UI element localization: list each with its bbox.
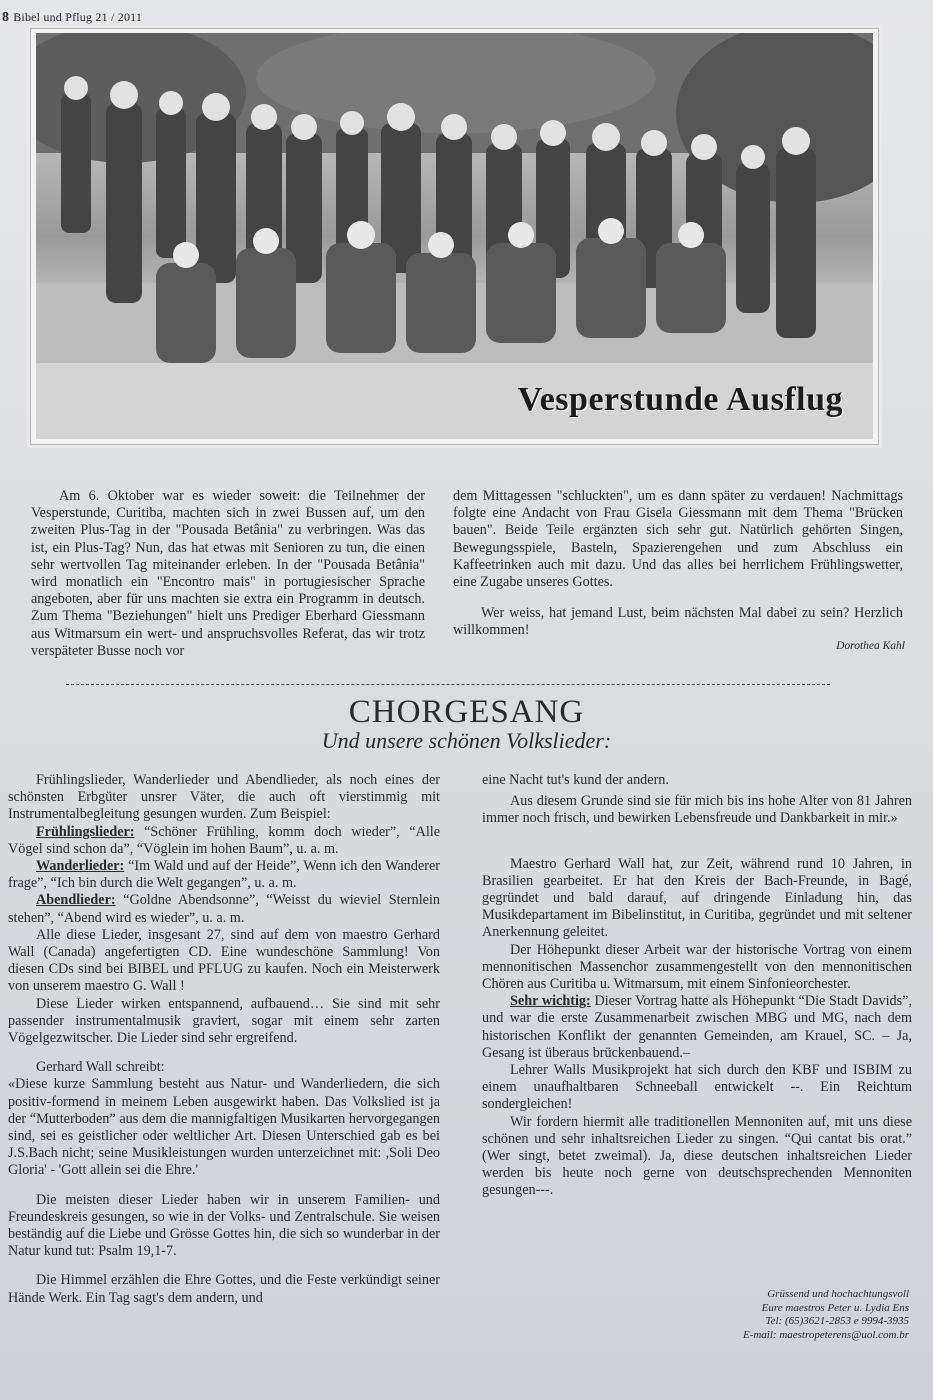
article2-right-p7: Wir fordern hiermit alle traditionellen Mennoniten auf, mit uns diese schönen und sehr inhaltsreichen Lieder zu singen. “Qui cantat bis orat.” (Wer singt, betet zweimal). Ja, diese deutschen inhaltsreichen Lieder werden bis heute noch gerne von deutschsprechenden Mennoniten gesungen---.: [482, 1113, 912, 1199]
group-photo-illustration: [36, 33, 873, 439]
article2-right-p3: Maestro Gerhard Wall hat, zur Zeit, während rund 10 Jahren, in Brasilien gearbeitet. Er hat den Kreis der Bach-Freunde, in Bagé, gegründet und bald darauf, auf dringende Einladung hin, das Musikdepartament im Bibelinstitut, in Curitiba, gegründet und mit seltener Anerkennung geleitet.: [482, 855, 912, 941]
article2-left-p6: Die meisten dieser Lieder haben wir in unserem Familien- und Freundeskreis gesungen, so wie in der Volks- und Zentralschule. Sie weisen beständig auf die Liebe und Grösse Gottes hin, die sich so wunderbar in der Natur kund tut: Psalm 19,1-7.: [8, 1191, 440, 1260]
article1-author: Dorothea Kahl: [836, 640, 905, 652]
article2-right-p6: Lehrer Walls Musikprojekt hat sich durch den KBF und ISBIM zu einem unaufhaltbaren Schneeball entwickelt --. Ein Reichtum sondergleichen!: [482, 1062, 912, 1113]
song-list-spring: [8, 824, 440, 858]
article2-right-p2: Aus diesem Grunde sind sie für mich bis ins hohe Alter von 81 Jahren immer noch frisch, und bewirken Lebensfreude und Dankbarkeit in mir.»: [482, 793, 912, 827]
article2-title: CHORGESANG: [348, 694, 585, 730]
article2-subtitle: Und unsere schönen Volkslieder:: [321, 728, 612, 753]
song-category-evening: Abendlieder:: [36, 892, 116, 909]
article2-left-p4: Gerhard Wall schreibt:: [36, 1059, 165, 1076]
song-list-spring-text: “Schöner Frühling, komm doch wieder”, “Alle Vögel sind schon da”, “Vöglein im hohen Baum”, u. a. m.: [8, 823, 440, 857]
signature-greeting: Grüssend und hochachtungsvoll: [767, 1288, 909, 1300]
article1-right-text-1: dem Mittagessen "schluckten", um es dann später zu verdauen! Nachmittags folgte eine Andacht von Frau Gisela Giessmann mit dem Thema "Brücken bauen". Beide Teile ergänzten sich sehr gut. Natürlich gehörten Singen, Bewegungsspiele, Basteln, Spazierengehen und zum Abschluss ein Kaffeetrinken auch mit dazu. Und das alles bei herrlichem Frühlingswetter, eine Zugabe unseres Gottes.: [453, 488, 903, 591]
page-number: 8: [2, 10, 10, 25]
page-header: [2, 10, 142, 26]
article2-left-p5: «Diese kurze Sammlung besteht aus Natur- und Wanderliedern, die sich positiv-formend in meinem Leben ausgewirkt haben. Das Volkslied ist ja der “Mutterboden” aus dem die mannigfaltigen Musikarten hervorgegangen sind, sei es geistlicher oder weltlicher Art. Diesen Unterschied gab es bei J.S.Bach nicht; seine Musikleistungen wurden unterzeichnet mit: ,Soli Deo Gloria' - 'Gott allein sei die Ehre.': [8, 1076, 440, 1179]
song-list-evening: [8, 892, 440, 926]
article2-left-p1: Frühlingslieder, Wanderlieder und Abendlieder, als noch eines der schönsten Erbgüter unsrer Väter, die auch oft vierstimmig mit Instrumentalbegleitung gesungen wurden. Zum Beispiel:: [8, 772, 440, 823]
important-label: Sehr wichtig:: [510, 993, 591, 1010]
section-divider: [66, 684, 830, 685]
signature-block: [649, 1288, 909, 1342]
article2-left-p3: Diese Lieder wirken entspannend, aufbauend… Sie sind mit sehr passender instrumentalmusik graviert, sogar mit einem sehr zarten Vögelgezwitscher. Die Lieder sind sehr ergreifend.: [8, 995, 440, 1047]
article2-right-p1: eine Nacht tut's kund der andern.: [482, 772, 669, 788]
article2-right-p4: Der Höhepunkt dieser Arbeit war der historische Vortrag von einem mennonitischen Massenchor zusammengestellt von den mennonitischen Chören aus Curitiba u. Witmarsum, mit einem Sinfonieorchester.: [482, 941, 912, 993]
group-photo: [36, 33, 873, 439]
signature-email: E-mail: maestropeterens@uol.com.br: [742, 1328, 909, 1341]
article1-right-column: [453, 488, 903, 640]
article2-left-p2: Alle diese Lieder, insgesant 27, sind auf dem von maestro Gerhard Wall (Canada) angefertigten CD. Eine wundeschöne Sammlung! Von diesen CDs sind bei BIBEL und PFLUG zu kaufen. Noch ein Meisterwerk von unserem maestro G. Wall !: [8, 926, 440, 995]
song-category-spring: Frühlingslieder:: [36, 823, 135, 840]
song-list-hiking-text: “Im Wald und auf der Heide”, Wenn ich den Wanderer frage”, “Ich bin durch die Welt gegangen”, u. a. m.: [8, 858, 440, 892]
signature-names: Eure maestros Peter u. Lydia Ens: [761, 1301, 909, 1314]
photo-caption: Vesperstunde Ausflug: [517, 381, 843, 418]
article2-right-column: [482, 772, 912, 1200]
article2-right-p5: [482, 993, 912, 1062]
article1-right-text-2: Wer weiss, hat jemand Lust, beim nächsten Mal dabei zu sein? Herzlich willkommen!: [453, 605, 903, 639]
publication-title: Bibel und Pflug 21 / 2011: [13, 10, 143, 24]
important-text: Dieser Vortrag hatte als Höhepunkt “Die Stadt Davids”, und war die erste Zusammenarbeit zwischen MBG und MG, nach dem historischen Konflikt der genannten Gemeinden, am Krauel, SC. – Ja, Gesang ist überaus brückenbauend.–: [482, 993, 912, 1061]
song-category-hiking: Wanderlieder:: [36, 858, 125, 875]
article1-left-column: [31, 488, 425, 660]
song-list-hiking: [8, 858, 440, 892]
article1-left-text: Am 6. Oktober war es wieder soweit: die Teilnehmer der Vesperstunde, Curitiba, machten sich in zwei Bussen auf, um den zweiten Plus-Tag in der "Pousada Betânia" zu verbringen. Was das ist, ein Plus-Tag? Nun, das hat etwas mit Senioren zu tun, die einen sehr wertvollen Tag miteinander erleben. In der "Pousada Betânia" wird monatlich ein "Encontro mais" in portugiesischer Sprache angeboten, aber für uns machten sie extra ein Programm in deutsch. Zum Thema "Beziehungen" hielt uns Prediger Eberhard Giessmann aus Witmarsum ein wert- und anspruchsvolles Referat, das wir trotz verspäteter Busse noch vor: [31, 488, 425, 659]
photo-frame: [30, 28, 879, 445]
signature-phone: Tel: (65)3621-2853 e 9994-3935: [765, 1315, 909, 1327]
song-list-evening-text: “Goldne Abendsonne”, “Weisst du wieviel Sternlein stehen”, “Abend wird es wieder”, u. a. m.: [8, 892, 440, 926]
article2-left-p7: Die Himmel erzählen die Ehre Gottes, und die Feste verkündigt seiner Hände Werk. Ein Tag sagt's dem andern, und: [8, 1272, 440, 1306]
article2-left-column: [8, 772, 440, 1307]
